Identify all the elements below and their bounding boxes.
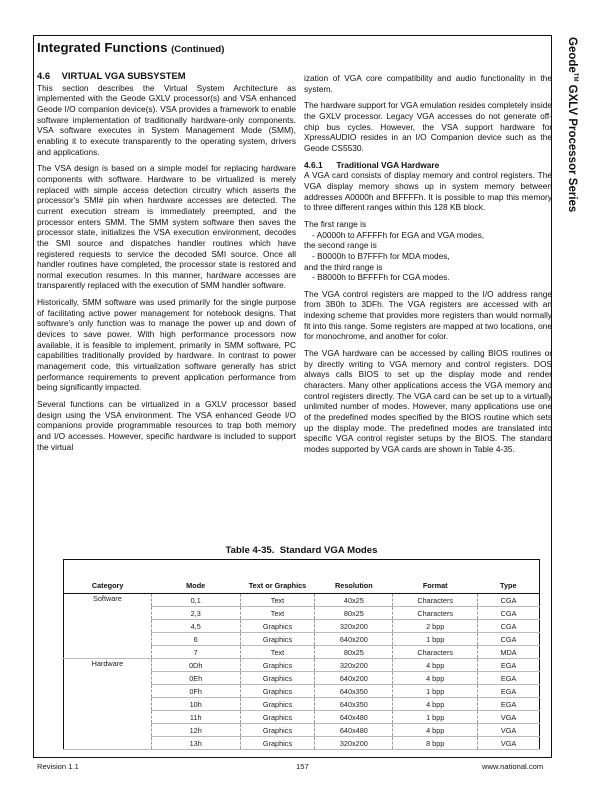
type-cell: CGA xyxy=(478,607,540,620)
range-item: - B0000h to B7FFFh for MDA modes, xyxy=(312,250,450,261)
left-column xyxy=(37,71,296,458)
format-cell: Characters xyxy=(393,607,478,620)
column-header: Resolution xyxy=(315,560,393,594)
table-row xyxy=(64,685,540,698)
table-row xyxy=(64,659,540,672)
paragraph: Several functions can be virtualized in a GXLV processor based design using the VSA environment. The VSA enhanced Geode I/O companions provide programmable resources to trap both memory and I/O accesses. However, specific hardware is included to support the virtual xyxy=(37,399,296,452)
format-cell: 1 bpp xyxy=(393,633,478,646)
range-label: and the third range is xyxy=(304,261,383,272)
category-cell xyxy=(64,711,152,724)
resolution-cell: 320x200 xyxy=(315,659,393,672)
mode-cell: 13h xyxy=(151,737,240,750)
text-or-graphics-cell: Graphics xyxy=(240,685,315,698)
mode-cell: 4,5 xyxy=(151,620,240,633)
column-header: Type xyxy=(478,560,540,594)
text-or-graphics-cell: Graphics xyxy=(240,698,315,711)
category-cell xyxy=(64,724,152,737)
category-cell xyxy=(64,672,152,685)
category-cell xyxy=(64,685,152,698)
type-cell: VGA xyxy=(478,737,540,750)
resolution-cell: 640x200 xyxy=(315,633,393,646)
type-cell: MDA xyxy=(478,646,540,659)
table-row xyxy=(64,672,540,685)
resolution-cell: 80x25 xyxy=(315,607,393,620)
resolution-cell: 640x350 xyxy=(315,685,393,698)
paragraph: A VGA card consists of display memory and control registers. The VGA display memory shows up in system memory between addresses A0000h and BFFFFh. It is possible to map this memory to three different ranges within this 128 KB block. xyxy=(304,170,552,213)
mode-cell: 6 xyxy=(151,633,240,646)
paragraph: This section describes the Virtual System Architecture as implemented with the Geode GXLV processor(s) and VSA enhanced Geode I/O companion device(s). VSA provides a framework to enable software implementation of traditionally hardware-only components. VSA software executes in System Management Mode (SMM), enabling it to execute transparently to the operating system, drivers and applications. xyxy=(37,82,296,157)
category-cell xyxy=(64,698,152,711)
section-title: VIRTUAL VGA SUBSYSTEM xyxy=(61,70,186,81)
mode-cell: 7 xyxy=(151,646,240,659)
mode-cell: 0Fh xyxy=(151,685,240,698)
section-number: 4.6 xyxy=(37,70,51,81)
section-heading xyxy=(37,71,296,82)
table-row xyxy=(64,711,540,724)
type-cell: EGA xyxy=(478,698,540,711)
mode-cell: 11h xyxy=(151,711,240,724)
mode-cell: 10h xyxy=(151,698,240,711)
format-cell: 1 bpp xyxy=(393,685,478,698)
text-or-graphics-cell: Graphics xyxy=(240,633,315,646)
paragraph: The VGA control registers are mapped to the I/O address range from 3B0h to 3DFh. The VGA registers are accessed with an indexing scheme that provides more registers than would normally fit into this range. Some registers are mapped at two locations, one for monochrome, and another for color. xyxy=(304,288,552,342)
table-row xyxy=(64,620,540,633)
column-header: Format xyxy=(393,560,478,594)
range-list xyxy=(304,219,552,283)
table-row xyxy=(64,698,540,711)
format-cell: 4 bpp xyxy=(393,659,478,672)
category-cell xyxy=(64,620,152,633)
resolution-cell: 40x25 xyxy=(315,594,393,607)
table-row xyxy=(64,737,540,750)
column-header: Category xyxy=(64,560,152,594)
mode-cell: 0Dh xyxy=(151,659,240,672)
paragraph: ization of VGA core compatibility and audio functionality in the system. xyxy=(304,73,552,94)
text-or-graphics-cell: Graphics xyxy=(240,724,315,737)
category-cell xyxy=(64,737,152,750)
table-header-row xyxy=(64,560,540,594)
text-or-graphics-cell: Graphics xyxy=(240,737,315,750)
resolution-cell: 640x480 xyxy=(315,724,393,737)
mode-cell: 12h xyxy=(151,724,240,737)
range-item: - B8000h to BFFFFh for CGA modes. xyxy=(312,272,450,283)
subsection-heading xyxy=(304,160,552,171)
text-or-graphics-cell: Graphics xyxy=(240,711,315,724)
text-or-graphics-cell: Text xyxy=(240,594,315,607)
mode-cell: 2,3 xyxy=(151,607,240,620)
paragraph: The VGA hardware can be accessed by calling BIOS routines or by directly writing to VGA memory and control registers. DOS always calls BIOS to set up the display mode and render characters. Many other applications access the VGA memory and control registers directly. The VGA card can be set up to a virtually unlimited number of modes. However, many applications use one of the predefined modes specified by the BIOS routine which sets up the display mode. The predefined modes are translated into specific VGA control register setups by the BIOS. The standard modes supported by VGA cards are shown in Table 4-35. xyxy=(304,348,552,454)
mode-cell: 0Eh xyxy=(151,672,240,685)
category-cell: Hardware xyxy=(64,659,152,672)
format-cell: 2 bpp xyxy=(393,620,478,633)
format-cell: 4 bpp xyxy=(393,698,478,711)
type-cell: VGA xyxy=(478,711,540,724)
heading-title: Integrated Functions xyxy=(37,40,168,55)
resolution-cell: 80x25 xyxy=(315,646,393,659)
heading-continued: (Continued) xyxy=(171,44,225,55)
format-cell: 4 bpp xyxy=(393,724,478,737)
paragraph: Historically, SMM software was used primarily for the single purpose of facilitating active power management for notebook designs. That software's only function was to manage the power up and down of devices to save power. With high performance processors now available, it is feasible to implement, primarily in SMM software, PC capabilities traditionally provided by hardware. In contrast to power management code, this virtualization software generally has strict performance requirements to prevent application performance from being significantly impacted. xyxy=(37,297,296,393)
range-item: - A0000h to AFFFFh for EGA and VGA modes, xyxy=(312,229,485,240)
type-cell: VGA xyxy=(478,724,540,737)
side-title xyxy=(556,37,578,267)
type-cell: CGA xyxy=(478,620,540,633)
column-header: Text or Graphics xyxy=(240,560,315,594)
type-cell: CGA xyxy=(478,594,540,607)
format-cell: 1 bpp xyxy=(393,711,478,724)
range-label: the second range is xyxy=(304,240,377,251)
column-header: Mode xyxy=(151,560,240,594)
side-tm: TM xyxy=(571,72,578,82)
category-cell xyxy=(64,646,152,659)
format-cell: Characters xyxy=(393,646,478,659)
footer-revision: Revision 1.1 xyxy=(37,762,79,771)
format-cell: Characters xyxy=(393,594,478,607)
subsection-title: Traditional VGA Hardware xyxy=(336,159,440,170)
category-cell: Software xyxy=(93,594,122,603)
paragraph: The VSA design is based on a simple model for replacing hardware components with software. Hardware to be virtualized is merely replaced with simple access detection circuitry which asserts the processor's SMI# pin when hardware accesses are detected. The current execution stream is immediately preempted, and the processor enters SMM. The SMM system software then saves the processor state, initializes the VSA execution environment, decodes the SMI source and dispatches handler routines which have registered requests to service the decoded SMI source. Once all handler routines have completed, the processor state is restored and normal execution resumes. In this manner, hardware accesses are transparently replaced with the execution of SMM handler software. xyxy=(37,163,296,291)
text-or-graphics-cell: Text xyxy=(240,607,315,620)
table-row xyxy=(64,724,540,737)
mode-cell: 0,1 xyxy=(151,594,240,607)
right-column xyxy=(304,73,552,461)
paragraph: The hardware support for VGA emulation resides completely inside the GXLV processor. Legacy VGA accesses do not generate off-chip bus cycles. However, the VSA support hardware for XpressAUDIO resides in an I/O Companion device such as the Geode CS5530. xyxy=(304,100,552,153)
text-or-graphics-cell: Graphics xyxy=(240,659,315,672)
page-heading xyxy=(37,40,224,55)
table-row xyxy=(64,646,540,659)
type-cell: CGA xyxy=(478,633,540,646)
type-cell: EGA xyxy=(478,672,540,685)
table-title: Table 4-35. Standard VGA Modes xyxy=(225,545,378,556)
vga-modes-table xyxy=(63,559,540,750)
resolution-cell: 640x350 xyxy=(315,698,393,711)
resolution-cell: 320x200 xyxy=(315,737,393,750)
text-or-graphics-cell: Text xyxy=(240,646,315,659)
table-row xyxy=(64,607,540,620)
table-row xyxy=(64,633,540,646)
resolution-cell: 640x200 xyxy=(315,672,393,685)
category-cell xyxy=(64,633,152,646)
resolution-cell: 640x480 xyxy=(315,711,393,724)
format-cell: 4 bpp xyxy=(393,672,478,685)
footer-url[interactable]: www.national.com xyxy=(482,762,544,771)
side-brand: Geode xyxy=(566,37,578,73)
category-cell xyxy=(64,607,152,620)
range-label: The first range is xyxy=(304,218,367,229)
text-or-graphics-cell: Graphics xyxy=(240,672,315,685)
footer-page-number: 157 xyxy=(296,762,309,771)
text-or-graphics-cell: Graphics xyxy=(240,620,315,633)
type-cell: EGA xyxy=(478,685,540,698)
type-cell: EGA xyxy=(478,659,540,672)
subsection-number: 4.6.1 xyxy=(304,159,323,170)
table-row xyxy=(64,594,540,607)
format-cell: 8 bpp xyxy=(393,737,478,750)
side-series: GXLV Processor Series xyxy=(566,84,578,213)
resolution-cell: 320x200 xyxy=(315,620,393,633)
